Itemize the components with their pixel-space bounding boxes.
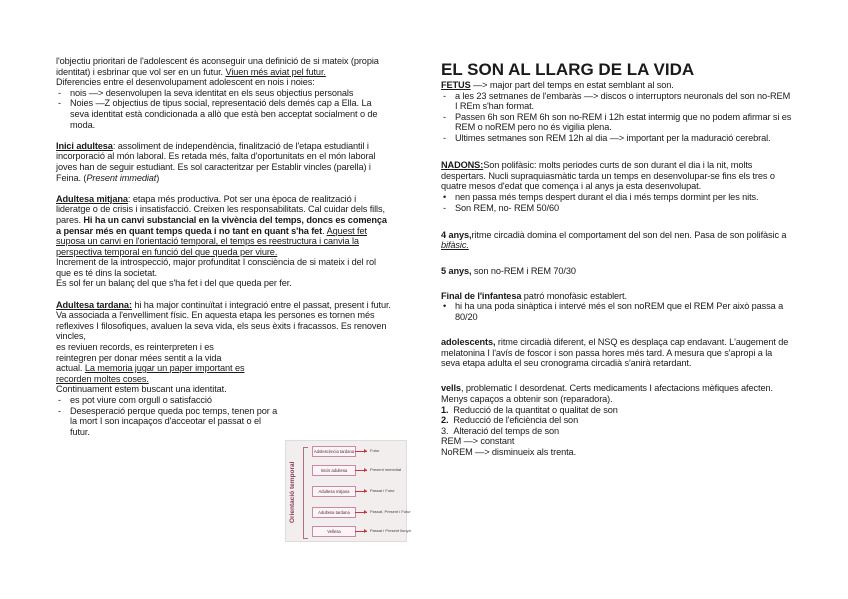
diagram-axis-label: Orientació temporal	[289, 461, 296, 523]
left-column	[56, 56, 391, 437]
list-item: • nen passa més temps despert durant el dia i més temps dormint per les nits.	[443, 191, 759, 202]
section-heading: Adultesa tardana:	[56, 299, 132, 310]
adultesa-tardana-section: Adultesa tardana: hi ha major continuïtat i integració entre el passat, present i futur. Va associada a l'envelliment físic. En aquesta etapa les persones es tornen més reflexives I filosofiques, avaluen la seva vida, els seus èxits i fracassos. Es renoven vincles,	[56, 299, 391, 342]
list-item: • hi ha una poda sinàptica i intervé més el son noREM que el REM Per això passa a 80/20	[443, 301, 784, 322]
intro-paragraph: l'objectiu prioritari de l'adolescent és aconseguir una definició de si mateix (propia identitat) i esbrinar que vol ser en un futur. Viuen més aviat pel futur.	[56, 56, 379, 77]
diagram-result: Passat, Present i Futur	[370, 509, 411, 514]
list-item: 1. Reducció de la quantitat o qualitat de son	[441, 404, 618, 415]
vells-list	[441, 405, 793, 437]
list-item: - nois —> desenvolupen la seva identitat en els seus objectius personals	[58, 87, 354, 98]
diagram-stage-box: Adultesa mitjana	[312, 486, 356, 497]
nadons-list	[441, 192, 793, 213]
inici-adultesa-section: Inici adultesa: assoliment de independència, finalització de l'etapa estudiantil i incorporació al món laboral. Es retada més, falta d'oportunitats en el món laboral joves han de seguir estudiant. Es sol caracteritzar per Establir vincles (parella) i Feina. (Present immediat)	[56, 140, 376, 183]
tardana-list	[56, 395, 278, 437]
adolescents-section: adolescents, ritme circadià diferent, el NSQ es desplaça cap endavant. L'augement de melatonina I l'avís de foscor i son passa hores més tard. A mesura que s'apropi a la seva etapa adulta el seu cronograma circadià s'anirà retardant.	[441, 337, 789, 369]
mitjana-paragraph: Es sol fer un balanç del que s'ha fet i del que queda per fer.	[56, 278, 292, 289]
section-heading: FETUS	[441, 80, 471, 90]
arrow-icon	[355, 531, 367, 532]
tardana-narrow-text: es reviuen records, es reinterpreten i es reintegren per donar mées sentit a la vida actual. La memoria jugar un paper important es recorden moltes coses. Continuament estem buscant una identitat. - es pot viure com orgull o satisfacció - Desesperació perque queda poc temps, tenen por a la mort I son incapaços d'acceotar el passat o el futur.	[56, 342, 278, 437]
section-heading: NADONS:	[441, 160, 484, 171]
arrow-icon	[355, 491, 367, 492]
anys5-section: 5 anys, son no-REM i REM 70/30	[441, 265, 576, 276]
intro-list	[56, 88, 391, 130]
list-item: - Passen 6h son REM 6h son no-REM i 12h estat intermig que no podem afirmar si es REM o noREM pero no és vigilia plena.	[443, 111, 792, 133]
list-item: - Desesperació perque queda poc temps, tenen por a la mort I son incapaços d'acceotar el passat o el futur.	[58, 405, 278, 437]
section-heading: Adultesa mitjana	[56, 193, 128, 204]
list-item: 2. Reducció de l'eficiència del son	[441, 415, 579, 426]
list-item: - es pot viure com orgull o satisfacció	[58, 395, 212, 405]
nadons-section: NADONS:Son polifàsic: molts periodes curts de son durant el dia i la nit, molts despertars. Nucli supraquiasmàtic tarda un temps en desenvolupar-se fins els tres o quatre mesos d'edat que comença i al anys ja esta desenvolupat.	[441, 160, 775, 192]
arrow-icon	[355, 470, 367, 471]
diagram-result: Present immediat	[370, 467, 402, 472]
intro-differences: Diferencies entre el desenvolupament adolescent en nois i noies:	[56, 77, 315, 88]
diagram-stage-box: Adolescència tardana	[312, 446, 356, 457]
list-item: 3. Alteració del temps de son	[441, 425, 560, 436]
infantesa-section: Final de l'infantesa patró monofàsic establert.	[441, 290, 627, 301]
list-item: - Noies —Z objectius de tipus social, representació dels demés cap a Ella. La seva identitat està condicionada a allò que està ben acceptat socialment o de moda.	[58, 98, 378, 130]
diagram-result: Futur	[370, 448, 380, 453]
norem-line: NoREM —> disminueix als trenta.	[441, 447, 577, 457]
arrow-icon	[355, 512, 367, 513]
diagram-bracket	[303, 447, 308, 539]
list-item: - a les 23 setmanes de l'embaràs —> discos o interruptors neuronals del son no-REM I REm s'han format.	[443, 90, 791, 112]
arrow-icon	[355, 451, 367, 452]
infantesa-list	[441, 301, 793, 322]
list-item: - Ultimes setmanes son REM 12h al dia —> important per la maduració cerebral.	[443, 132, 771, 143]
temporal-orientation-diagram	[285, 440, 411, 542]
adultesa-mitjana-section: Adultesa mitjana: etapa més productiva. Pot ser una època de realització i lideratge o de crisis i insatisfacció. Creixen les responsabilitats. Cal cuidar dels fills, pares. Hi ha un canvi substancial en la vivència del temps, doncs es comença a pensar més en quant temps queda i no tant en quant s'ha fet. Aquest fet suposa un canvi en l'orientació temporal, el temps es reestructura i canvia la perspectiva temporal en funció del que queda per viure.	[56, 193, 387, 257]
intro-highlight: Viuen més aviat pel futur.	[225, 66, 326, 77]
diagram-result: Passat i Futur	[370, 488, 395, 493]
fetus-list	[441, 91, 793, 144]
anys4-section: 4 anys,ritme circadià domina el comportament del son del nen. Pasa de son polifàsic a bifàsic.	[441, 229, 787, 251]
fetus-section: FETUS —> major part del temps en estat semblant al son.	[441, 80, 674, 90]
mitjana-paragraph: Increment de la introspecció, major profunditat I consciència de si mateix i del rol que es té dins la societat.	[56, 257, 376, 278]
diagram-stage-box: Inicis adultesa	[312, 465, 356, 476]
right-column	[441, 56, 793, 458]
rem-line: REM —> constant	[441, 436, 515, 447]
vells-section: vells, problematic I desordenat. Certs medicaments I afectacions mèfiques afecten. Menys capaços a obtenir son (reparadora).	[441, 383, 773, 405]
diagram-stage-box: Adultesa tardana	[312, 507, 356, 518]
list-item: - Son REM, no- REM 50/60	[443, 202, 560, 213]
diagram-result: Passat i Present llunyà	[370, 528, 411, 533]
diagram-stage-box: Vellesa	[312, 526, 356, 537]
section-heading: Inici adultesa	[56, 140, 113, 151]
page-title: EL SON AL LLARG DE LA VIDA	[441, 60, 695, 79]
